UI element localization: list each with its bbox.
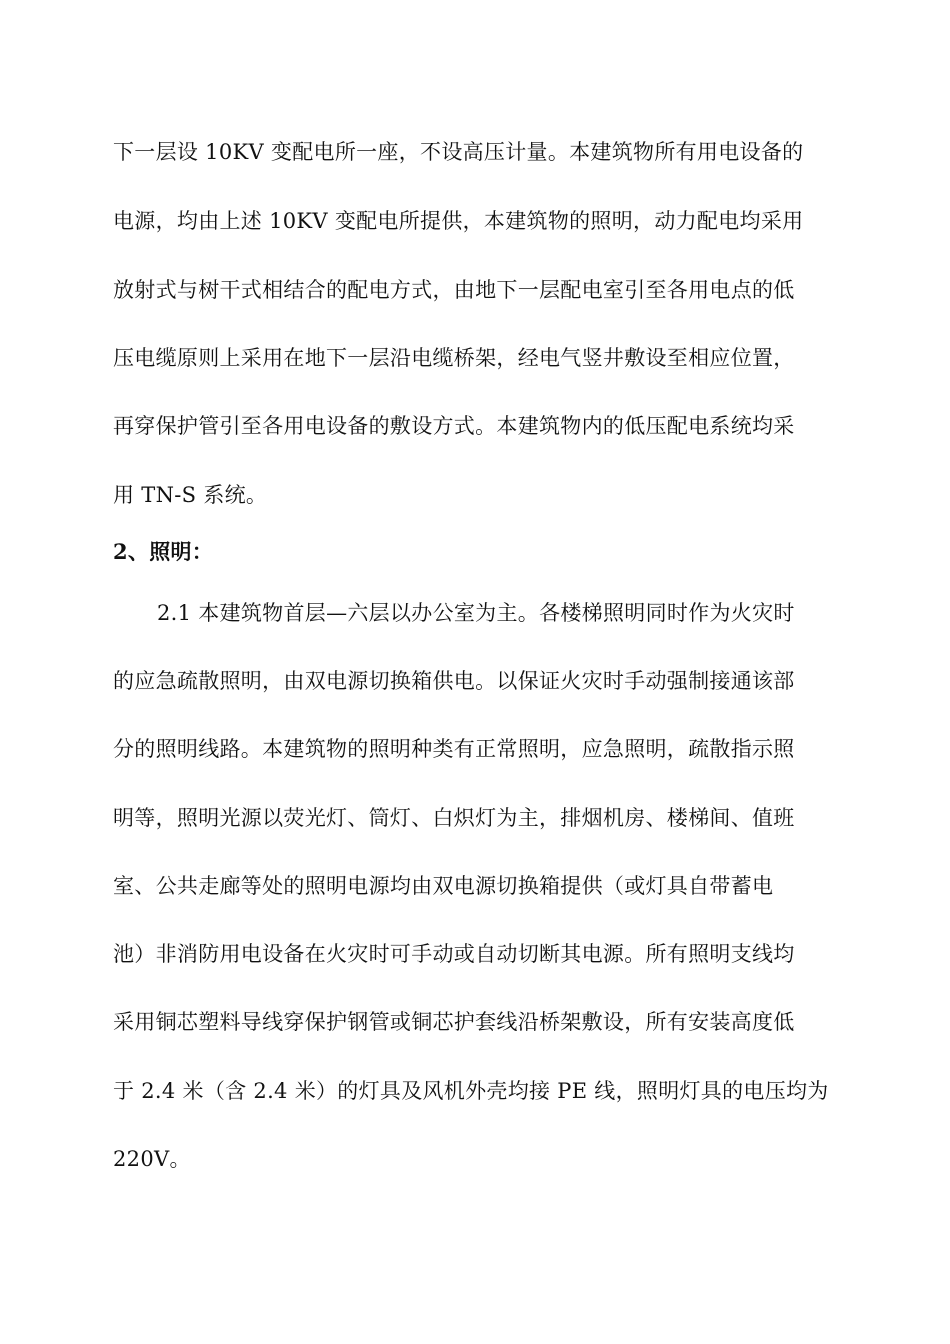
paragraph-line: 于 2.4 米（含 2.4 米）的灯具及风机外壳均接 PE 线，照明灯具的电压均为 xyxy=(113,1079,829,1103)
paragraph-line: 放射式与树干式相结合的配电方式，由地下一层配电室引至各用电点的低 xyxy=(113,278,795,302)
section-heading: 2、照明： xyxy=(113,539,214,564)
paragraph-line: 采用铜芯塑料导线穿保护钢管或铜芯护套线沿桥架敷设，所有安装高度低 xyxy=(113,1010,795,1034)
paragraph-line: 再穿保护管引至各用电设备的敷设方式。本建筑物内的低压配电系统均采 xyxy=(113,414,795,438)
paragraph-line: 池）非消防用电设备在火灾时可手动或自动切断其电源。所有照明支线均 xyxy=(113,942,795,966)
paragraph-line: 下一层设 10KV 变配电所一座，不设高压计量。本建筑物所有用电设备的 xyxy=(113,140,804,164)
paragraph-line: 2.1 本建筑物首层—六层以办公室为主。各楼梯照明同时作为火灾时 xyxy=(157,601,795,625)
paragraph-line: 的应急疏散照明，由双电源切换箱供电。以保证火灾时手动强制接通该部 xyxy=(113,669,795,693)
paragraph-line: 分的照明线路。本建筑物的照明种类有正常照明，应急照明，疏散指示照 xyxy=(113,737,795,761)
paragraph-line: 用 TN-S 系统。 xyxy=(113,483,268,507)
paragraph-line: 电源，均由上述 10KV 变配电所提供，本建筑物的照明，动力配电均采用 xyxy=(113,209,804,233)
paragraph-line: 220V。 xyxy=(113,1147,191,1171)
paragraph-line: 明等，照明光源以荧光灯、筒灯、白炽灯为主，排烟机房、楼梯间、值班 xyxy=(113,806,795,830)
paragraph-line: 室、公共走廊等处的照明电源均由双电源切换箱提供（或灯具自带蓄电 xyxy=(113,874,774,898)
paragraph-line: 压电缆原则上采用在地下一层沿电缆桥架，经电气竖井敷设至相应位置， xyxy=(113,346,795,370)
